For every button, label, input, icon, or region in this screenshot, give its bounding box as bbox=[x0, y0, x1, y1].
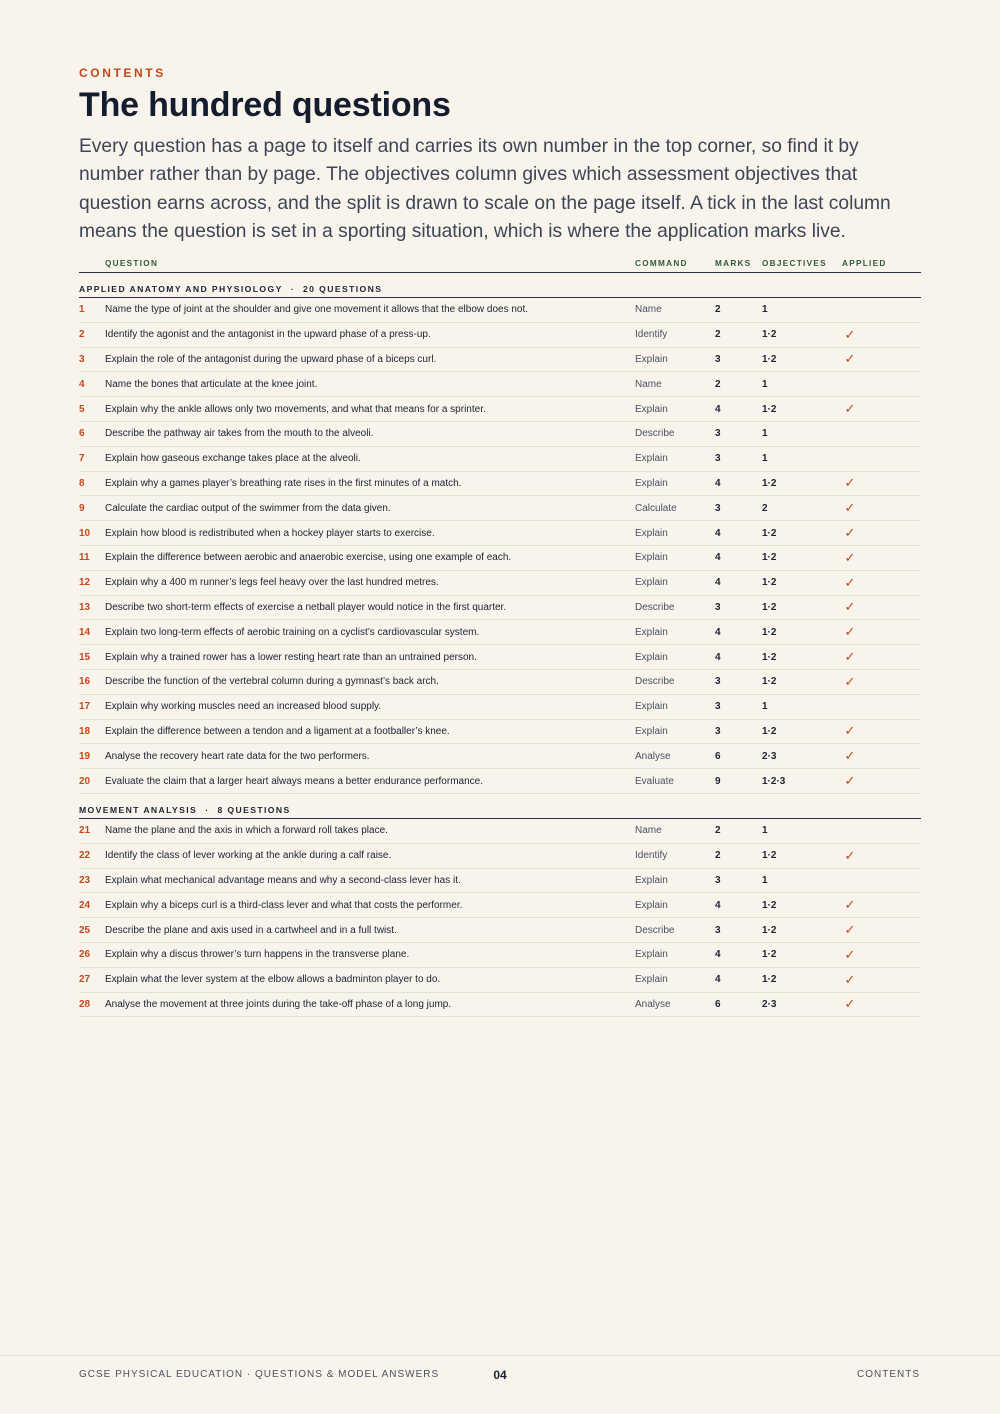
marks-value: 4 bbox=[715, 626, 721, 638]
marks-value: 4 bbox=[715, 403, 721, 415]
column-header-question: QUESTION bbox=[105, 259, 159, 268]
question-text: Explain why a trained rower has a lower resting heart rate than an untrained person. bbox=[105, 651, 477, 663]
command-word: Explain bbox=[635, 552, 668, 564]
marks-value: 6 bbox=[715, 750, 721, 762]
marks-value: 3 bbox=[715, 453, 721, 465]
objectives-value: 1·2 bbox=[762, 924, 777, 936]
marks-value: 3 bbox=[715, 502, 721, 514]
question-text: Explain the role of the antagonist during the upward phase of a biceps curl. bbox=[105, 353, 437, 365]
question-number: 28 bbox=[79, 998, 91, 1010]
question-text: Explain why a biceps curl is a third-class lever and what that costs the performer. bbox=[105, 899, 463, 911]
marks-value: 4 bbox=[715, 899, 721, 911]
objectives-value: 1 bbox=[762, 453, 768, 465]
objectives-value: 1·2 bbox=[762, 949, 777, 961]
command-word: Identify bbox=[635, 850, 668, 862]
marks-value: 4 bbox=[715, 477, 721, 489]
table-row[interactable] bbox=[79, 397, 921, 422]
question-text: Explain how blood is redistributed when a hockey player starts to exercise. bbox=[105, 527, 435, 539]
marks-value: 3 bbox=[715, 725, 721, 737]
table-row[interactable] bbox=[79, 447, 921, 472]
command-word: Explain bbox=[635, 477, 668, 489]
objectives-value: 1·2 bbox=[762, 676, 777, 688]
applied-cell bbox=[842, 996, 921, 1012]
question-text: Describe the plane and axis used in a cartwheel and in a full twist. bbox=[105, 924, 397, 936]
applied-cell bbox=[842, 475, 921, 491]
question-text: Explain what the lever system at the elbow allows a badminton player to do. bbox=[105, 974, 441, 986]
objectives-value: 1·2 bbox=[762, 527, 777, 539]
section-title: MOVEMENT ANALYSIS bbox=[79, 804, 198, 815]
question-number: 14 bbox=[79, 626, 91, 638]
table-row[interactable] bbox=[79, 348, 921, 373]
question-number: 25 bbox=[79, 924, 91, 936]
applied-tick-icon: ✓ bbox=[844, 475, 856, 491]
table-row[interactable] bbox=[79, 422, 921, 447]
command-word: Identify bbox=[635, 329, 668, 341]
question-number: 17 bbox=[79, 701, 91, 713]
question-text: Analyse the movement at three joints during the take-off phase of a long jump. bbox=[105, 998, 452, 1010]
column-header-objectives: OBJECTIVES bbox=[762, 259, 827, 268]
table-row[interactable] bbox=[79, 670, 921, 695]
question-text: Explain the difference between aerobic and anaerobic exercise, using one example of each. bbox=[105, 552, 512, 564]
applied-tick-icon: ✓ bbox=[844, 996, 856, 1012]
question-number: 23 bbox=[79, 874, 91, 886]
question-text: Explain why a games player’s breathing rate rises in the first minutes of a match. bbox=[105, 477, 462, 489]
question-number: 16 bbox=[79, 676, 91, 688]
command-word: Explain bbox=[635, 577, 668, 589]
question-text: Describe the function of the vertebral column during a gymnast’s back arch. bbox=[105, 676, 439, 688]
marks-value: 3 bbox=[715, 874, 721, 886]
applied-cell bbox=[842, 624, 921, 640]
question-number: 21 bbox=[79, 825, 91, 837]
table-row[interactable] bbox=[79, 496, 921, 521]
table-row[interactable] bbox=[79, 893, 921, 918]
table-row[interactable] bbox=[79, 472, 921, 497]
command-word: Describe bbox=[635, 676, 675, 688]
objectives-value: 1·2 bbox=[762, 651, 777, 663]
objectives-value: 1·2 bbox=[762, 353, 777, 365]
table-row[interactable] bbox=[79, 546, 921, 571]
question-text: Describe the pathway air takes from the mouth to the alveoli. bbox=[105, 428, 374, 440]
table-row[interactable] bbox=[79, 844, 921, 869]
objectives-value: 1·2 bbox=[762, 329, 777, 341]
question-text: Calculate the cardiac output of the swimmer from the data given. bbox=[105, 502, 391, 514]
applied-tick-icon: ✓ bbox=[844, 500, 856, 516]
applied-tick-icon: ✓ bbox=[844, 525, 856, 541]
applied-tick-icon: ✓ bbox=[844, 723, 856, 739]
command-word: Analyse bbox=[635, 998, 671, 1010]
question-number: 9 bbox=[79, 502, 85, 514]
objectives-value: 1 bbox=[762, 304, 768, 316]
question-text: Name the bones that articulate at the knee joint. bbox=[105, 378, 318, 390]
objectives-value: 2·3 bbox=[762, 998, 777, 1010]
objectives-value: 2 bbox=[762, 502, 768, 514]
marks-value: 2 bbox=[715, 378, 721, 390]
marks-value: 3 bbox=[715, 353, 721, 365]
question-number: 5 bbox=[79, 403, 85, 415]
table-row[interactable] bbox=[79, 720, 921, 745]
question-text: Analyse the recovery heart rate data for the two performers. bbox=[105, 750, 370, 762]
objectives-value: 1·2 bbox=[762, 552, 777, 564]
objectives-value: 1 bbox=[762, 825, 768, 837]
table-row[interactable] bbox=[79, 298, 921, 323]
objectives-value: 1 bbox=[762, 378, 768, 390]
question-text: Explain how gaseous exchange takes place at the alveoli. bbox=[105, 453, 361, 465]
contents-table bbox=[79, 255, 921, 1017]
objectives-value: 1·2 bbox=[762, 974, 777, 986]
applied-cell bbox=[842, 947, 921, 963]
applied-cell bbox=[842, 401, 921, 417]
objectives-value: 1·2 bbox=[762, 403, 777, 415]
section-question-count: 8 QUESTIONS bbox=[217, 804, 291, 815]
question-number: 7 bbox=[79, 453, 85, 465]
applied-tick-icon: ✓ bbox=[844, 847, 856, 863]
question-number: 20 bbox=[79, 775, 91, 787]
objectives-value: 1·2 bbox=[762, 477, 777, 489]
applied-cell bbox=[842, 649, 921, 665]
question-text: Explain why a 400 m runner’s legs feel heavy over the last hundred metres. bbox=[105, 577, 439, 589]
applied-cell bbox=[842, 972, 921, 988]
command-word: Explain bbox=[635, 874, 668, 886]
command-word: Name bbox=[635, 378, 662, 390]
section-separator: · bbox=[205, 804, 210, 815]
table-row[interactable] bbox=[79, 968, 921, 993]
marks-value: 4 bbox=[715, 552, 721, 564]
command-word: Explain bbox=[635, 403, 668, 415]
applied-cell bbox=[842, 575, 921, 591]
question-text: Explain why the ankle allows only two movements, and what that means for a sprinter. bbox=[105, 403, 486, 415]
question-text: Explain why a discus thrower’s turn happens in the transverse plane. bbox=[105, 949, 410, 961]
applied-tick-icon: ✓ bbox=[844, 673, 856, 689]
command-word: Explain bbox=[635, 527, 668, 539]
applied-tick-icon: ✓ bbox=[844, 946, 856, 962]
applied-tick-icon: ✓ bbox=[844, 649, 856, 665]
marks-value: 4 bbox=[715, 974, 721, 986]
table-row[interactable] bbox=[79, 372, 921, 397]
section-separator: · bbox=[290, 284, 295, 294]
command-word: Describe bbox=[635, 924, 675, 936]
objectives-value: 1·2 bbox=[762, 725, 777, 737]
marks-value: 2 bbox=[715, 825, 721, 837]
section-eyebrow: CONTENTS bbox=[79, 66, 166, 80]
command-word: Explain bbox=[635, 626, 668, 638]
applied-cell bbox=[842, 773, 921, 789]
question-number: 12 bbox=[79, 577, 91, 589]
applied-tick-icon: ✓ bbox=[844, 748, 856, 764]
question-number: 1 bbox=[79, 304, 85, 316]
command-word: Describe bbox=[635, 601, 675, 613]
footer-page-number: 04 bbox=[493, 1368, 507, 1382]
question-text: Explain two long-term effects of aerobic training on a cyclist’s cardiovascular system. bbox=[105, 626, 480, 638]
table-row[interactable] bbox=[79, 993, 921, 1018]
question-text: Explain what mechanical advantage means and why a second-class lever has it. bbox=[105, 874, 461, 886]
section-title: APPLIED ANATOMY AND PHYSIOLOGY bbox=[79, 284, 283, 294]
applied-tick-icon: ✓ bbox=[844, 574, 856, 590]
applied-tick-icon: ✓ bbox=[844, 922, 856, 938]
objectives-value: 1·2 bbox=[762, 850, 777, 862]
applied-cell bbox=[842, 897, 921, 913]
question-text: Name the plane and the axis in which a forward roll takes place. bbox=[105, 825, 388, 837]
command-word: Explain bbox=[635, 974, 668, 986]
marks-value: 2 bbox=[715, 850, 721, 862]
question-number: 22 bbox=[79, 850, 91, 862]
table-row[interactable] bbox=[79, 769, 921, 794]
question-number: 6 bbox=[79, 428, 85, 440]
applied-cell bbox=[842, 327, 921, 343]
command-word: Explain bbox=[635, 453, 668, 465]
question-number: 2 bbox=[79, 329, 85, 341]
marks-value: 3 bbox=[715, 676, 721, 688]
table-row[interactable] bbox=[79, 620, 921, 645]
marks-value: 4 bbox=[715, 577, 721, 589]
marks-value: 3 bbox=[715, 601, 721, 613]
command-word: Explain bbox=[635, 949, 668, 961]
intro-paragraph: Every question has a page to itself and carries its own number in the top corner, so find it by number rather than by page. The objectives column gives which assessment objectives that question earns across, and the split is drawn to scale on the page itself. A tick in the last column means the question is set in a sporting situation, which is where the application marks live. bbox=[79, 136, 891, 242]
question-number: 13 bbox=[79, 601, 91, 613]
question-text: Identify the class of lever working at the ankle during a calf raise. bbox=[105, 850, 392, 862]
objectives-value: 1·2·3 bbox=[762, 775, 786, 787]
table-row[interactable] bbox=[79, 869, 921, 894]
table-header bbox=[79, 255, 921, 273]
objectives-value: 1 bbox=[762, 701, 768, 713]
table-row[interactable] bbox=[79, 744, 921, 769]
table-row[interactable] bbox=[79, 323, 921, 348]
question-text: Explain the difference between a tendon and a ligament at a footballer’s knee. bbox=[105, 725, 450, 737]
command-word: Calculate bbox=[635, 502, 677, 514]
objectives-value: 1·2 bbox=[762, 577, 777, 589]
page-title: The hundred questions bbox=[79, 86, 451, 124]
objectives-value: 1 bbox=[762, 428, 768, 440]
command-word: Name bbox=[635, 304, 662, 316]
table-row[interactable] bbox=[79, 943, 921, 968]
marks-value: 2 bbox=[715, 304, 721, 316]
marks-value: 3 bbox=[715, 924, 721, 936]
applied-cell bbox=[842, 525, 921, 541]
command-word: Explain bbox=[635, 701, 668, 713]
objectives-value: 1·2 bbox=[762, 899, 777, 911]
command-word: Analyse bbox=[635, 750, 671, 762]
table-row[interactable] bbox=[79, 521, 921, 546]
question-number: 19 bbox=[79, 750, 91, 762]
footer-section-name: CONTENTS bbox=[857, 1369, 920, 1380]
column-header-marks: MARKS bbox=[715, 259, 752, 268]
applied-tick-icon: ✓ bbox=[844, 971, 856, 987]
applied-tick-icon: ✓ bbox=[844, 351, 856, 367]
command-word: Explain bbox=[635, 353, 668, 365]
section-heading bbox=[79, 273, 921, 298]
applied-tick-icon: ✓ bbox=[844, 549, 856, 565]
question-number: 8 bbox=[79, 477, 85, 489]
applied-cell bbox=[842, 550, 921, 566]
command-word: Describe bbox=[635, 428, 675, 440]
table-body bbox=[79, 273, 921, 1017]
question-number: 27 bbox=[79, 974, 91, 986]
footer-book-title: GCSE PHYSICAL EDUCATION · QUESTIONS & MODEL ANSWERS bbox=[79, 1369, 440, 1380]
section-question-count: 20 QUESTIONS bbox=[302, 284, 383, 294]
objectives-value: 1 bbox=[762, 874, 768, 886]
column-header-applied: APPLIED bbox=[842, 259, 887, 268]
command-word: Explain bbox=[635, 651, 668, 663]
applied-tick-icon: ✓ bbox=[844, 326, 856, 342]
marks-value: 6 bbox=[715, 998, 721, 1010]
command-word: Name bbox=[635, 825, 662, 837]
question-text: Name the type of joint at the shoulder and give one movement it allows that the elbow does not. bbox=[105, 304, 529, 316]
applied-cell bbox=[842, 723, 921, 739]
applied-cell bbox=[842, 674, 921, 690]
applied-cell bbox=[842, 500, 921, 516]
question-number: 26 bbox=[79, 949, 91, 961]
table-row[interactable] bbox=[79, 918, 921, 943]
marks-value: 2 bbox=[715, 329, 721, 341]
question-text: Explain why working muscles need an increased blood supply. bbox=[105, 701, 382, 713]
applied-cell bbox=[842, 848, 921, 864]
applied-tick-icon: ✓ bbox=[844, 401, 856, 417]
question-number: 18 bbox=[79, 725, 91, 737]
applied-tick-icon: ✓ bbox=[844, 897, 856, 913]
column-header-command: COMMAND bbox=[635, 259, 688, 268]
applied-cell bbox=[842, 599, 921, 615]
applied-tick-icon: ✓ bbox=[844, 599, 856, 615]
command-word: Evaluate bbox=[635, 775, 674, 787]
marks-value: 3 bbox=[715, 701, 721, 713]
question-number: 15 bbox=[79, 651, 91, 663]
section-heading bbox=[79, 794, 921, 819]
question-text: Describe two short-term effects of exercise a netball player would notice in the first quarter. bbox=[105, 601, 507, 613]
marks-value: 4 bbox=[715, 527, 721, 539]
table-row[interactable] bbox=[79, 596, 921, 621]
applied-cell bbox=[842, 922, 921, 938]
applied-tick-icon: ✓ bbox=[844, 773, 856, 789]
page-footer bbox=[0, 1355, 1000, 1414]
objectives-value: 1·2 bbox=[762, 626, 777, 638]
question-number: 3 bbox=[79, 353, 85, 365]
question-number: 4 bbox=[79, 378, 85, 390]
question-text: Evaluate the claim that a larger heart always means a better endurance performance. bbox=[105, 775, 483, 787]
marks-value: 9 bbox=[715, 775, 721, 787]
applied-tick-icon: ✓ bbox=[844, 624, 856, 640]
table-row[interactable] bbox=[79, 571, 921, 596]
command-word: Explain bbox=[635, 899, 668, 911]
question-number: 11 bbox=[79, 552, 90, 564]
question-number: 24 bbox=[79, 899, 91, 911]
objectives-value: 2·3 bbox=[762, 750, 777, 762]
table-row[interactable] bbox=[79, 819, 921, 844]
marks-value: 4 bbox=[715, 949, 721, 961]
question-number: 10 bbox=[79, 527, 91, 539]
applied-cell bbox=[842, 351, 921, 367]
objectives-value: 1·2 bbox=[762, 601, 777, 613]
question-text: Identify the agonist and the antagonist in the upward phase of a press-up. bbox=[105, 329, 431, 341]
marks-value: 3 bbox=[715, 428, 721, 440]
applied-cell bbox=[842, 748, 921, 764]
table-row[interactable] bbox=[79, 695, 921, 720]
table-row[interactable] bbox=[79, 645, 921, 670]
command-word: Explain bbox=[635, 725, 668, 737]
marks-value: 4 bbox=[715, 651, 721, 663]
